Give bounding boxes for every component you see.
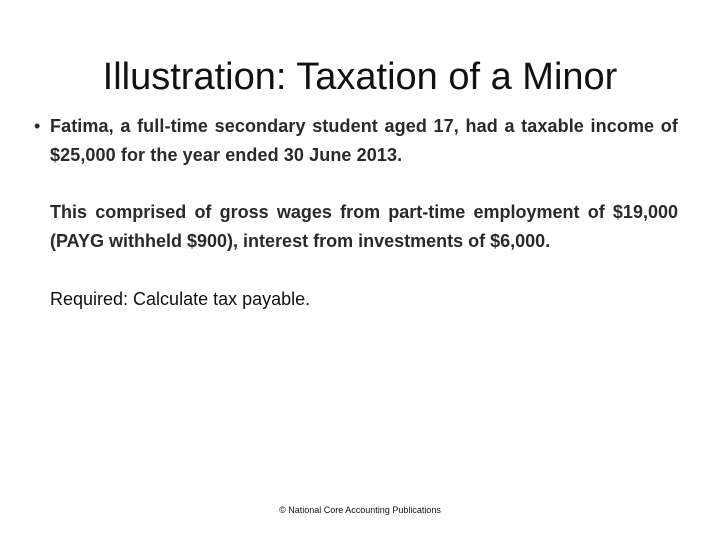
income-detail-paragraph: This comprised of gross wages from part-time employment of $19,000 (PAYG withheld $900), interest from investments of $6,000.: [50, 202, 678, 251]
copyright-footer: © National Core Accounting Publications: [279, 505, 441, 515]
scenario-paragraph: Fatima, a full-time secondary student aged 17, had a taxable income of $25,000 for the year ended 30 June 2013.: [50, 116, 678, 165]
slide-body: [34, 112, 678, 314]
slide-title: Illustration: Taxation of a Minor: [102, 56, 618, 99]
required-paragraph: Required: Calculate tax payable.: [50, 289, 311, 309]
bullet-icon: •: [34, 116, 41, 136]
bullet-item: [34, 112, 678, 170]
